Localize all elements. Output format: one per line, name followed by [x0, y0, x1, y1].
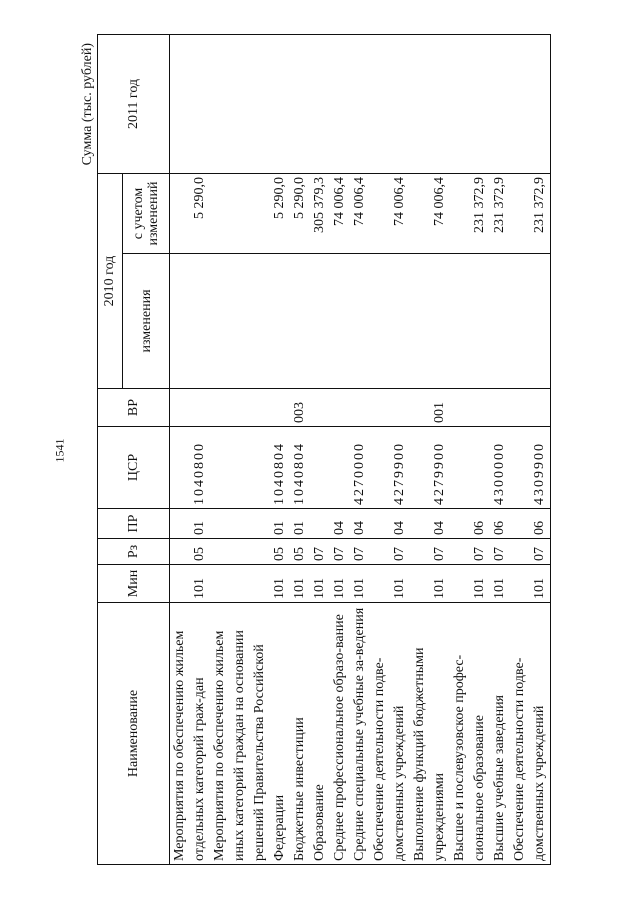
cell-csr: 4279900: [370, 427, 410, 509]
cell-csr: [310, 427, 330, 509]
cell-changes: [410, 254, 450, 389]
cell-rz: 05: [290, 539, 310, 565]
cell-pr: 04: [330, 509, 350, 539]
cell-pr: 04: [410, 509, 450, 539]
table-row: [290, 35, 310, 865]
cell-pr: 06: [510, 509, 551, 539]
cell-vr: [310, 389, 330, 427]
cell-with-changes: 231 372,9: [490, 174, 510, 254]
cell-name: Образование: [310, 603, 330, 865]
cell-csr: 4270000: [350, 427, 370, 509]
cell-vr: [330, 389, 350, 427]
cell-min: 101: [170, 565, 211, 603]
header-2011: 2011 год: [98, 35, 170, 174]
header-2010: 2010 год: [98, 174, 123, 389]
cell-csr: [450, 427, 490, 509]
cell-with-changes: 5 290,0: [170, 174, 211, 254]
header-pr: ПР: [98, 509, 170, 539]
cell-y2011: [350, 35, 370, 174]
cell-changes: [290, 254, 310, 389]
cell-csr: 1040804: [210, 427, 290, 509]
cell-vr: [170, 389, 211, 427]
cell-rz: 05: [170, 539, 211, 565]
cell-csr: 4279900: [410, 427, 450, 509]
header-changes: изменения: [123, 254, 170, 389]
cell-vr: [450, 389, 490, 427]
table-row: [210, 35, 290, 865]
cell-min: 101: [350, 565, 370, 603]
cell-csr: 1040804: [290, 427, 310, 509]
cell-with-changes: 74 006,4: [410, 174, 450, 254]
cell-vr: [350, 389, 370, 427]
budget-table: [97, 34, 551, 865]
cell-vr: [490, 389, 510, 427]
table-row: [330, 35, 350, 865]
cell-with-changes: 5 290,0: [290, 174, 310, 254]
cell-pr: 01: [290, 509, 310, 539]
cell-changes: [490, 254, 510, 389]
header-min: Мин: [98, 565, 170, 603]
page-number: 1541: [52, 438, 67, 463]
cell-rz: 07: [450, 539, 490, 565]
header-rz: Рз: [98, 539, 170, 565]
cell-changes: [210, 254, 290, 389]
table-row: [310, 35, 330, 865]
cell-pr: 06: [490, 509, 510, 539]
table-row: [370, 35, 410, 865]
cell-vr: [370, 389, 410, 427]
cell-rz: 07: [410, 539, 450, 565]
table-row: [410, 35, 450, 865]
cell-min: 101: [330, 565, 350, 603]
table-header: [98, 35, 170, 865]
cell-csr: 4309900: [510, 427, 551, 509]
cell-name: Мероприятия по обеспечению жильем иных категорий граждан на основании решений Правительства Российской Федерации: [210, 603, 290, 865]
header-csr: ЦСР: [98, 427, 170, 509]
cell-min: 101: [290, 565, 310, 603]
unit-label: Сумма (тыс. рублей): [80, 43, 95, 166]
header-vr: ВР: [98, 389, 170, 427]
cell-pr: [310, 509, 330, 539]
cell-name: Выполнение функций бюджетными учреждениями: [410, 603, 450, 865]
cell-name: Среднее профессиональное образо-вание: [330, 603, 350, 865]
cell-with-changes: 231 372,9: [510, 174, 551, 254]
cell-with-changes: 5 290,0: [210, 174, 290, 254]
cell-name: Высшие учебные заведения: [490, 603, 510, 865]
cell-min: 101: [450, 565, 490, 603]
cell-y2011: [310, 35, 330, 174]
cell-vr: [210, 389, 290, 427]
cell-changes: [330, 254, 350, 389]
cell-name: Бюджетные инвестиции: [290, 603, 310, 865]
cell-min: 101: [410, 565, 450, 603]
cell-y2011: [370, 35, 410, 174]
cell-with-changes: 74 006,4: [350, 174, 370, 254]
cell-y2011: [210, 35, 290, 174]
cell-name: Средние специальные учебные за-ведения: [350, 603, 370, 865]
cell-rz: 07: [310, 539, 330, 565]
rotated-table-area: [80, 35, 600, 865]
cell-pr: 01: [210, 509, 290, 539]
table-row: [490, 35, 510, 865]
cell-pr: 06: [450, 509, 490, 539]
table-row: [450, 35, 490, 865]
cell-with-changes: 74 006,4: [370, 174, 410, 254]
cell-name: Высшее и послевузовское профес-сиональное образование: [450, 603, 490, 865]
cell-changes: [170, 254, 211, 389]
cell-name: Мероприятия по обеспечению жильем отдельных категорий граж-дан: [170, 603, 211, 865]
cell-y2011: [290, 35, 310, 174]
cell-rz: 05: [210, 539, 290, 565]
cell-vr: [510, 389, 551, 427]
header-name: Наименование: [98, 603, 170, 865]
table-body: [170, 35, 551, 865]
cell-with-changes: 305 379,3: [310, 174, 330, 254]
cell-vr: 003: [290, 389, 310, 427]
table-row: [510, 35, 551, 865]
cell-vr: 001: [410, 389, 450, 427]
cell-name: Обеспечение деятельности подве-домственных учреждений: [370, 603, 410, 865]
cell-changes: [510, 254, 551, 389]
cell-rz: 07: [510, 539, 551, 565]
cell-csr: 1040800: [170, 427, 211, 509]
header-with-changes: с учетом изменений: [123, 174, 170, 254]
cell-with-changes: 74 006,4: [330, 174, 350, 254]
cell-min: 101: [510, 565, 551, 603]
cell-rz: 07: [370, 539, 410, 565]
cell-y2011: [490, 35, 510, 174]
cell-changes: [310, 254, 330, 389]
cell-csr: [330, 427, 350, 509]
cell-rz: 07: [330, 539, 350, 565]
cell-y2011: [450, 35, 490, 174]
cell-changes: [370, 254, 410, 389]
cell-y2011: [330, 35, 350, 174]
cell-y2011: [170, 35, 211, 174]
cell-rz: 07: [490, 539, 510, 565]
cell-y2011: [410, 35, 450, 174]
cell-min: 101: [490, 565, 510, 603]
cell-pr: 01: [170, 509, 211, 539]
table-row: [170, 35, 211, 865]
cell-name: Обеспечение деятельности подве-домственных учреждений: [510, 603, 551, 865]
cell-min: 101: [310, 565, 330, 603]
cell-min: 101: [210, 565, 290, 603]
cell-min: 101: [370, 565, 410, 603]
cell-with-changes: 231 372,9: [450, 174, 490, 254]
cell-rz: 07: [350, 539, 370, 565]
cell-y2011: [510, 35, 551, 174]
table-row: [350, 35, 370, 865]
cell-csr: 4300000: [490, 427, 510, 509]
cell-changes: [350, 254, 370, 389]
cell-pr: 04: [370, 509, 410, 539]
cell-changes: [450, 254, 490, 389]
cell-pr: 04: [350, 509, 370, 539]
